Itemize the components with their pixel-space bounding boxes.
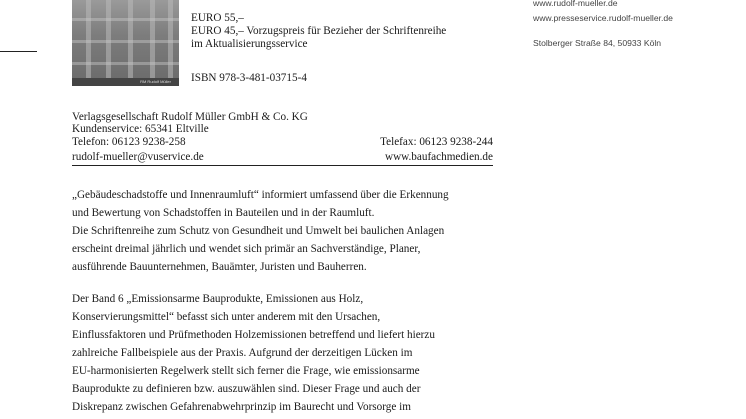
publisher-address: Stolberger Straße 84, 50933 Köln [533, 38, 662, 48]
paragraph-line: und Bewertung von Schadstoffen in Bauteilen und in der Raumluft. [72, 207, 375, 219]
email-web-row [72, 151, 493, 164]
phone-number: Telefon: 06123 9238-258 [72, 136, 186, 148]
paragraph-line: zahlreiche Fallbeispiele aus der Praxis. Aufgrund der derzeitigen Lücken im [72, 347, 413, 359]
paragraph-line: Konservierungsmittel“ befasst sich unter anderem mit den Ursachen, [72, 311, 381, 323]
price-reduced: EURO 45,– Vorzugspreis für Bezieher der Schriftenreihe [191, 25, 447, 37]
press-service-link[interactable]: www.presseservice.rudolf-mueller.de [533, 13, 673, 23]
paragraph-line: Die Schriftenreihe zum Schutz von Gesundheit und Umwelt bei baulichen Anlagen [72, 225, 445, 237]
web-link[interactable]: www.baufachmedien.de [385, 151, 493, 163]
price-reduced-note: im Aktualisierungsservice [191, 38, 308, 50]
paragraph-line: erscheint dreimal jährlich und wendet sich primär an Sachverständige, Planer, [72, 243, 421, 255]
publisher-website[interactable]: www.rudolf-mueller.de [533, 0, 618, 8]
fax-number: Telefax: 06123 9238-244 [380, 136, 493, 148]
company-name: Verlagsgesellschaft Rudolf Müller GmbH & Co. KG [72, 111, 308, 123]
margin-rule [0, 51, 37, 52]
paragraph-line: Diskrepanz zwischen Gefahrenabwehrprinzip im Baurecht und Vorsorge im [72, 401, 411, 413]
phone-fax-row [72, 136, 493, 149]
paragraph-line: Einflussfaktoren und Prüfmethoden Holzemissionen betreffend und liefert hierzu [72, 329, 435, 341]
paragraph-line: ausführende Bauunternehmen, Bauämter, Juristen und Bauherren. [72, 261, 367, 273]
email-link[interactable]: rudolf-mueller@vuservice.de [72, 151, 204, 163]
customer-service: Kundenservice: 65341 Eltville [72, 123, 209, 135]
isbn: ISBN 978-3-481-03715-4 [191, 72, 307, 84]
paragraph-line: „Gebäudeschadstoffe und Innenraumluft“ informiert umfassend über die Erkennung [72, 189, 449, 201]
paragraph-line: Der Band 6 „Emissionsarme Bauprodukte, Emissionen aus Holz, [72, 293, 364, 305]
paragraph-line: EU-harmonisierten Regelwerk stellt sich ferner die Frage, wie emissionsarme [72, 365, 420, 377]
price-regular: EURO 55,– [191, 12, 244, 24]
description-paragraph-2 [72, 293, 435, 419]
book-cover-image [72, 0, 179, 86]
cover-publisher-logo: RM Rudolf Müller [140, 79, 171, 84]
description-paragraph-1 [72, 189, 449, 279]
contact-rule [72, 165, 493, 166]
paragraph-line: Bauprodukte zu definieren bzw. auszuwählen sind. Dieser Frage und auch der [72, 383, 421, 395]
